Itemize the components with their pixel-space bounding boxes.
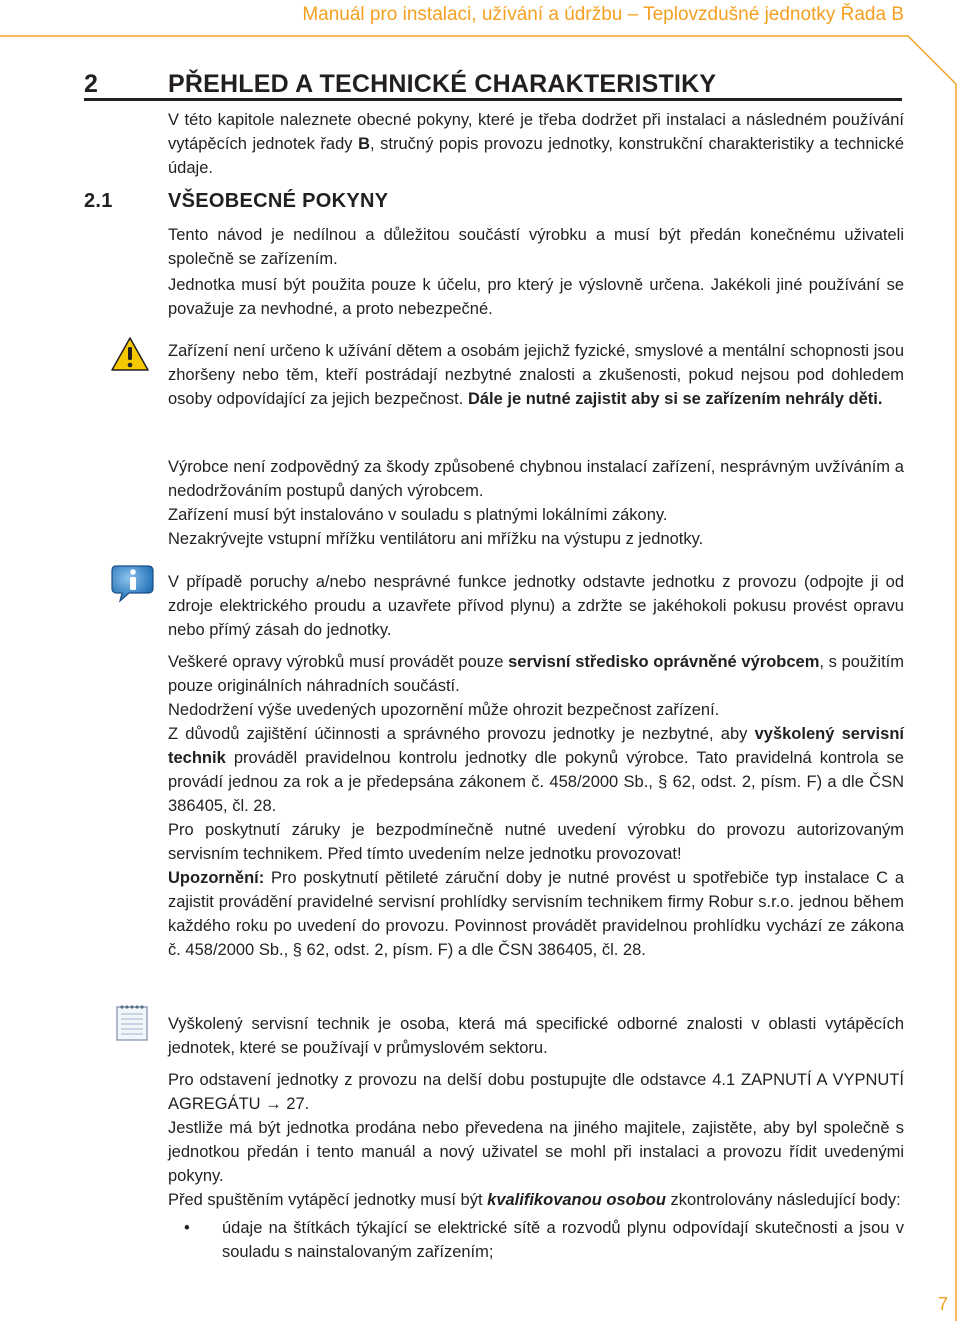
text-bold: vyškolený servisní technik	[168, 725, 904, 767]
paragraph: Tento návod je nedílnou a důležitou součástí výrobku a musí být předán konečnému uživateli společně se zařízením.	[168, 226, 904, 268]
intro-text-c: , stručný popis provozu jednotky, konstrukční charakteristiky a technické údaje.	[168, 135, 904, 177]
paragraph: Pro poskytnutí záruky je bezpodmínečně nutné uvedení výrobku do provozu autorizovaným servisním technikem. Před tímto uvedením nelze jednotku provozovat!	[168, 821, 904, 863]
notes-block	[168, 1012, 904, 1264]
text: Pro poskytnutí pětileté záruční doby je nutné provést u spotřebiče typ instalace C a zajistit provádění pravidelné servisní prohlídky servisním technikem firmy Robur s.r.o. jednou během každého roku po uvedení do provozu. Povinnost provádět pravidelnou prohlídku vychází ze zákona č. 458/2000 Sb., § 62, odst. 2, písm. F) a dle ČSN 386405, čl. 28.	[168, 869, 904, 959]
subsection-number: 2.1	[84, 190, 113, 212]
header-title: Manuál pro instalaci, užívání a údržbu	[302, 4, 623, 25]
manufacturer-notes	[168, 455, 904, 551]
subsection-title: VŠEOBECNÉ POKYNY	[168, 190, 389, 212]
warning-triangle-icon	[110, 336, 150, 372]
heading-rule	[84, 98, 902, 101]
text: Před spuštěním vytápěcí jednotky musí být	[168, 1191, 488, 1209]
list-item-text: údaje na štítkách týkající se elektrické sítě a rozvodů plynu odpovídají skutečnosti a jsou v souladu s nainstalovaným zařízením;	[222, 1219, 904, 1261]
notepad-icon	[114, 1002, 150, 1042]
checklist	[168, 1216, 904, 1264]
text: Z důvodů zajištění účinnosti a správného provozu jednotky je nezbytné, aby	[168, 725, 755, 743]
section-number: 2	[84, 70, 99, 98]
section-intro	[168, 108, 904, 180]
warning-text-bold: Dále je nutné zajistit aby si se zařízením nehrály děti.	[467, 390, 883, 408]
header-subtitle: Teplovzdušné jednotky Řada B	[643, 4, 904, 25]
intro-text-a: V této kapitole naleznete obecné pokyny, které je třeba dodržet při instalaci a následném používání vytápěcích jednotek řady	[168, 111, 904, 153]
paragraph: V případě poruchy a/nebo nesprávné funkce jednotky odstavte jednotku z provozu (odpojte ji od zdroje elektrického proudu a uzavřete přívod plynu) a zdržte se jakéhokoli pokusu provést opravu nebo přímý zásah do jednotky.	[168, 573, 904, 639]
intro-paragraph	[168, 108, 904, 180]
text: , s použitím pouze originálních náhradních součástí.	[168, 653, 904, 695]
paragraph: Výrobce není zodpovědný za škody způsobené chybnou instalací zařízení, nesprávným uvžíváním a nedodržováním postupů daných výrobcem.	[168, 458, 904, 500]
text: Veškeré opravy výrobků musí provádět pouze	[168, 653, 509, 671]
info-icon	[110, 562, 156, 604]
text-bold-italic: kvalifikovanou osobou	[487, 1191, 666, 1209]
paragraph	[168, 722, 904, 818]
paragraph: Vyškolený servisní technik je osoba, která má specifické odborné znalosti v oblasti vytápěcích jednotek, které se používají v průmyslovém sektoru.	[168, 1015, 904, 1057]
section-title: PŘEHLED A TECHNICKÉ CHARAKTERISTIKY	[168, 70, 717, 98]
paragraph: Zařízení musí být instalováno v souladu s platnými lokálními zákony.	[168, 506, 668, 524]
general-instructions	[168, 223, 904, 321]
paragraph	[168, 866, 904, 962]
paragraph: Jestliže má být jednotka prodána nebo převedena na jiného majitele, zajistěte, aby byl společně s jednotkou předán i tento manuál a nový uživatel se mohl při instalaci a provozu řídit uvedenými pokyny.	[168, 1119, 904, 1185]
running-header	[302, 4, 904, 26]
paragraph	[168, 1188, 904, 1212]
paragraph: Pro odstavení jednotky z provozu na delší dobu postupujte dle odstavce 4.1 ZAPNUTÍ A VYPNUTÍ AGREGÁTU → 27.	[168, 1071, 904, 1113]
paragraph: Nezakrývejte vstupní mřížku ventilátoru ani mřížku na výstupu z jednotky.	[168, 530, 704, 548]
text: zkontrolovány následující body:	[665, 1191, 901, 1209]
list-item	[168, 1216, 904, 1264]
text: prováděl pravidelnou kontrolu jednotky dle pokynů výrobce. Tato pravidelná kontrola se provádí jednou za rok a je předepsána zákonem č. 458/2000 Sb., § 62, odst. 2, písm. F) a dle ČSN 386405, čl. 28.	[168, 749, 904, 815]
warning-paragraph	[168, 339, 904, 411]
text-bold: servisní středisko oprávněné výrobcem	[508, 653, 820, 671]
warning-block	[168, 339, 904, 411]
paragraph	[168, 650, 904, 698]
warning-text: Zařízení není určeno k užívání dětem a osobám jejichž fyzické, smyslové a mentální schopnosti jsou zhoršeny nebo těm, kteří postrádají nezbytné znalosti a zkušenosti, pokud nejsou pod dohledem osoby odpovídající za jejich bezpečnost.	[168, 342, 904, 408]
info-block	[168, 570, 904, 962]
page-number: 7	[937, 1294, 948, 1314]
bullet-icon: •	[184, 1219, 190, 1237]
paragraph: Jednotka musí být použita pouze k účelu, pro který je výslovně určena. Jakékoli jiné používání se považuje za nevhodné, a proto nebezpečné.	[168, 276, 904, 318]
header-dash: –	[622, 4, 644, 25]
text-bold: Upozornění:	[168, 869, 265, 887]
paragraph: Nedodržení výše uvedených upozornění může ohrozit bezpečnost zařízení.	[168, 701, 720, 719]
intro-text-b: B	[358, 135, 370, 153]
